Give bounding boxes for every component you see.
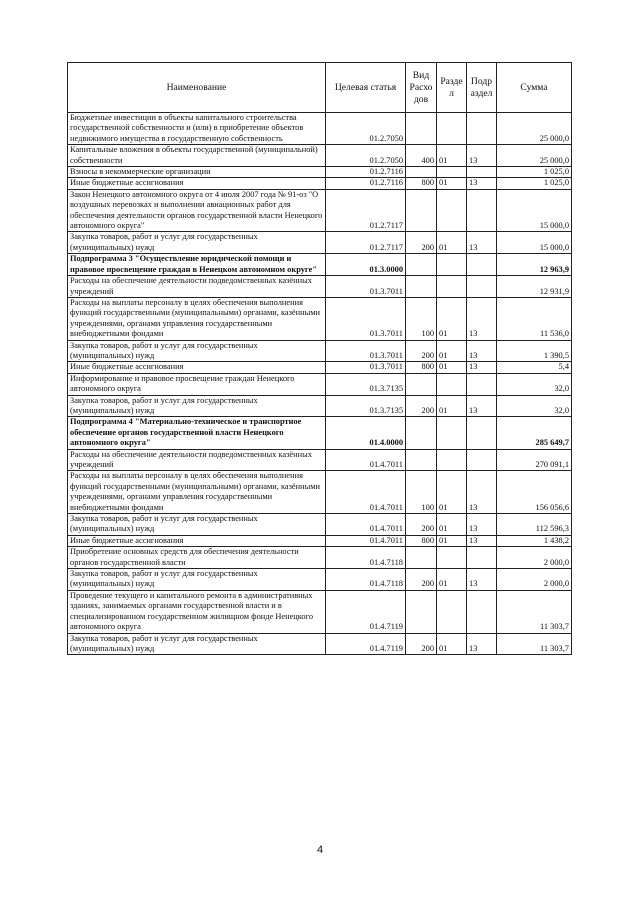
cell-sum: 285 649,7 [497,417,572,449]
table-row [68,633,572,655]
cell-vid: 100 [406,471,437,514]
table-row [68,167,572,178]
table-row [68,395,572,417]
cell-podrazdel: 13 [467,178,497,189]
cell-vid [406,167,437,178]
cell-name: Подпрограмма 3 "Осуществление юридической помощи и правовое просвещение граждан в Ненецком автономном округе" [68,254,326,276]
cell-podrazdel [467,254,497,276]
cell-vid: 100 [406,297,437,340]
table-row [68,362,572,373]
cell-code: 01.4.7011 [326,514,406,536]
header-sum: Сумма [497,63,572,113]
cell-vid [406,373,437,395]
cell-vid: 800 [406,362,437,373]
table-row [68,254,572,276]
table-row [68,189,572,232]
table-row [68,276,572,298]
cell-sum: 25 000,0 [497,113,572,145]
table-row [68,178,572,189]
cell-sum: 2 000,0 [497,569,572,591]
cell-sum: 112 596,3 [497,514,572,536]
cell-razdel [437,113,467,145]
header-podrazdel: Подр аздел [467,63,497,113]
cell-razdel [437,254,467,276]
cell-razdel: 01 [437,569,467,591]
table-body [68,113,572,655]
cell-code: 01.2.7050 [326,145,406,167]
cell-sum: 11 536,0 [497,297,572,340]
cell-vid: 200 [406,395,437,417]
cell-code: 01.4.7011 [326,449,406,471]
table-row [68,471,572,514]
cell-code: 01.2.7116 [326,178,406,189]
cell-code: 01.2.7117 [326,232,406,254]
cell-name: Закупка товаров, работ и услуг для государственных (муниципальных) нужд [68,514,326,536]
cell-vid: 800 [406,535,437,546]
cell-sum: 156 056,6 [497,471,572,514]
cell-podrazdel: 13 [467,362,497,373]
cell-vid: 400 [406,145,437,167]
header-row [68,63,572,113]
cell-name: Иные бюджетные ассигнования [68,535,326,546]
cell-sum: 12 931,9 [497,276,572,298]
cell-sum: 1 438,2 [497,535,572,546]
cell-name: Иные бюджетные ассигнования [68,362,326,373]
cell-code: 01.4.0000 [326,417,406,449]
cell-vid: 200 [406,569,437,591]
cell-code: 01.4.7118 [326,547,406,569]
cell-name: Капитальные вложения в объекты государственной (муниципальной) собственности [68,145,326,167]
table-row [68,547,572,569]
cell-name: Расходы на выплаты персоналу в целях обеспечения выполнения функций государственными (муниципальными) органами, казёнными учреждениями, органами управления государственными внебюджетными фондами [68,297,326,340]
cell-code: 01.3.7011 [326,297,406,340]
cell-sum: 32,0 [497,373,572,395]
cell-razdel [437,547,467,569]
cell-podrazdel [467,167,497,178]
cell-vid [406,547,437,569]
cell-vid: 800 [406,178,437,189]
cell-sum: 11 303,7 [497,590,572,633]
cell-vid [406,113,437,145]
cell-razdel [437,417,467,449]
cell-podrazdel: 13 [467,145,497,167]
cell-podrazdel: 13 [467,535,497,546]
cell-razdel: 01 [437,178,467,189]
cell-name: Бюджетные инвестиции в объекты капитального строительства государственной собственности и (или) в приобретение объектов недвижимого имущества в государственную собственность [68,113,326,145]
cell-name: Расходы на обеспечение деятельности подведомственных казённых учреждений [68,449,326,471]
cell-sum: 270 091,1 [497,449,572,471]
table-row [68,232,572,254]
cell-vid: 200 [406,232,437,254]
cell-vid: 200 [406,340,437,362]
cell-sum: 1 390,5 [497,340,572,362]
cell-podrazdel: 13 [467,232,497,254]
cell-name: Расходы на выплаты персоналу в целях обеспечения выполнения функций государственными (муниципальными) органами, казёнными учреждениями, органами управления государственными внебюджетными фондами [68,471,326,514]
cell-razdel: 01 [437,471,467,514]
cell-podrazdel [467,276,497,298]
cell-razdel [437,590,467,633]
cell-podrazdel: 13 [467,471,497,514]
cell-razdel: 01 [437,145,467,167]
cell-code: 01.2.7116 [326,167,406,178]
table-row [68,590,572,633]
cell-sum: 11 303,7 [497,633,572,655]
cell-code: 01.3.7135 [326,395,406,417]
cell-razdel: 01 [437,514,467,536]
cell-sum: 1 025,0 [497,167,572,178]
table-row [68,514,572,536]
table-row [68,569,572,591]
cell-sum: 15 000,0 [497,232,572,254]
cell-name: Закупка товаров, работ и услуг для государственных (муниципальных) нужд [68,340,326,362]
cell-razdel [437,373,467,395]
cell-sum: 15 000,0 [497,189,572,232]
cell-podrazdel: 13 [467,395,497,417]
table-row [68,449,572,471]
cell-podrazdel [467,449,497,471]
cell-code: 01.2.7050 [326,113,406,145]
page-number: 4 [316,844,324,856]
cell-razdel: 01 [437,362,467,373]
table-row [68,113,572,145]
cell-code: 01.4.7119 [326,633,406,655]
cell-code: 01.4.7011 [326,535,406,546]
cell-name: Приобретение основных средств для обеспечения деятельности органов государственной власти [68,547,326,569]
cell-podrazdel [467,590,497,633]
cell-vid: 200 [406,514,437,536]
cell-name: Информирование и правовое просвещение граждан Ненецкого автономного округа [68,373,326,395]
header-name: Наименование [68,63,326,113]
cell-podrazdel [467,189,497,232]
cell-podrazdel [467,547,497,569]
cell-vid [406,590,437,633]
header-code: Целевая статья [326,63,406,113]
cell-podrazdel [467,417,497,449]
cell-razdel [437,449,467,471]
cell-code: 01.3.7011 [326,362,406,373]
cell-vid [406,189,437,232]
cell-razdel [437,276,467,298]
table-row [68,297,572,340]
cell-sum: 1 025,0 [497,178,572,189]
cell-razdel: 01 [437,535,467,546]
cell-name: Взносы в некоммерческие организации [68,167,326,178]
cell-name: Закупка товаров, работ и услуг для государственных (муниципальных) нужд [68,633,326,655]
cell-name: Закупка товаров, работ и услуг для государственных (муниципальных) нужд [68,395,326,417]
cell-vid [406,449,437,471]
cell-podrazdel: 13 [467,514,497,536]
cell-code: 01.4.7011 [326,471,406,514]
cell-podrazdel: 13 [467,340,497,362]
cell-razdel: 01 [437,297,467,340]
cell-razdel: 01 [437,633,467,655]
table-row [68,340,572,362]
cell-code: 01.3.7011 [326,276,406,298]
cell-code: 01.3.7011 [326,340,406,362]
cell-sum: 2 000,0 [497,547,572,569]
cell-name: Иные бюджетные ассигнования [68,178,326,189]
cell-podrazdel: 13 [467,633,497,655]
cell-code: 01.4.7119 [326,590,406,633]
cell-name: Проведение текущего и капитального ремонта в административных зданиях, занимаемых органами государственной власти и в специализированном государственном жилищном фонде Ненецкого автономного округа [68,590,326,633]
cell-code: 01.3.7135 [326,373,406,395]
cell-vid [406,276,437,298]
table-row [68,373,572,395]
cell-razdel: 01 [437,340,467,362]
budget-table [67,62,572,655]
cell-sum: 25 000,0 [497,145,572,167]
cell-name: Подпрограмма 4 "Материально-техническое и транспортное обеспечение органов государственной власти Ненецкого автономного округа" [68,417,326,449]
cell-razdel [437,167,467,178]
header-razdel: Разде л [437,63,467,113]
cell-razdel [437,189,467,232]
cell-podrazdel: 13 [467,569,497,591]
cell-podrazdel [467,113,497,145]
cell-vid [406,254,437,276]
header-vid: Вид Расхо дов [406,63,437,113]
table-row [68,145,572,167]
cell-name: Расходы на обеспечение деятельности подведомственных казённых учреждений [68,276,326,298]
cell-sum: 32,0 [497,395,572,417]
cell-podrazdel [467,373,497,395]
cell-code: 01.3.0000 [326,254,406,276]
cell-name: Закупка товаров, работ и услуг для государственных (муниципальных) нужд [68,569,326,591]
cell-name: Закон Ненецкого автономного округа от 4 июля 2007 года № 91-оз "О воздушных перевозках и выполнении авиационных работ для обеспечения деятельности органов государственной власти Ненецкого автономного округа" [68,189,326,232]
cell-name: Закупка товаров, работ и услуг для государственных (муниципальных) нужд [68,232,326,254]
cell-sum: 12 963,9 [497,254,572,276]
table-row [68,417,572,449]
table-row [68,535,572,546]
cell-sum: 5,4 [497,362,572,373]
cell-vid [406,417,437,449]
cell-code: 01.2.7117 [326,189,406,232]
cell-podrazdel: 13 [467,297,497,340]
cell-vid: 200 [406,633,437,655]
cell-code: 01.4.7118 [326,569,406,591]
cell-razdel: 01 [437,395,467,417]
cell-razdel: 01 [437,232,467,254]
